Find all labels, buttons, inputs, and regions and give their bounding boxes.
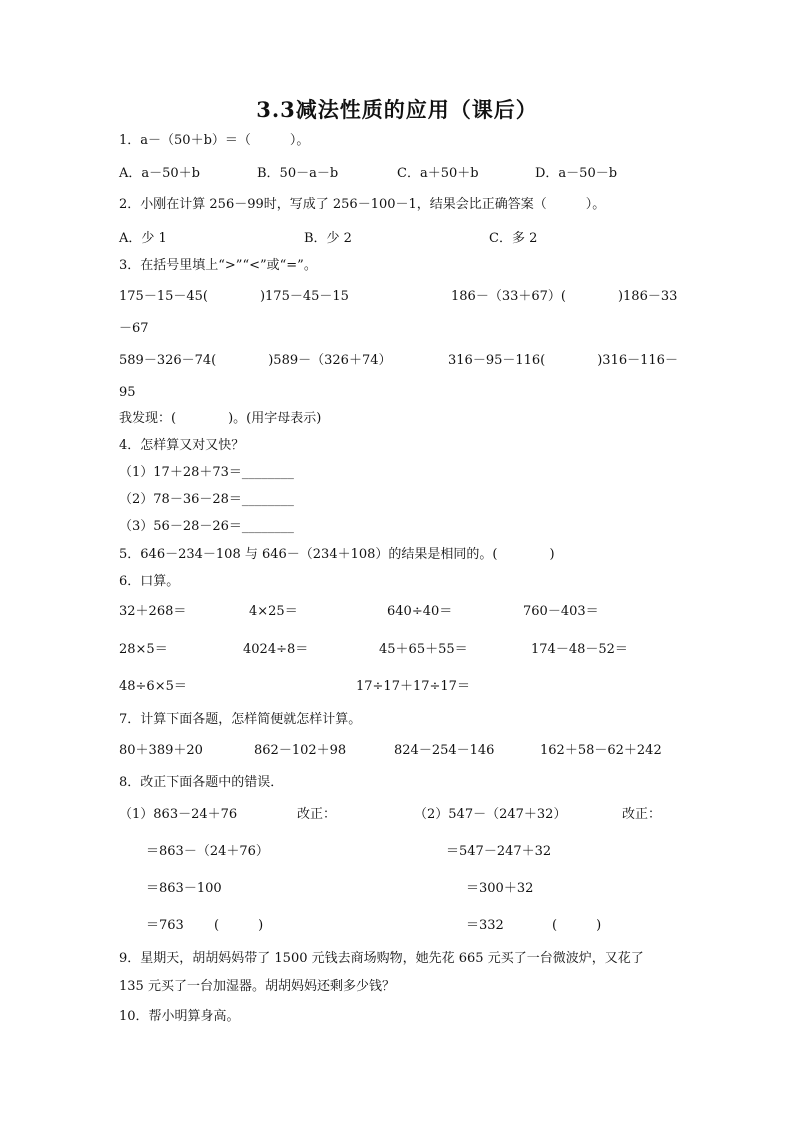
q1-option-a: A．a－50＋b	[119, 166, 201, 181]
q1-stem: 1．a－（50＋b）＝（ ）。	[119, 133, 310, 148]
q6-item: 32＋268＝	[119, 604, 187, 619]
q8-right-line: ＝332	[466, 918, 504, 933]
q8-right-answer-blank: ( )	[552, 918, 602, 933]
q6-item: 174－48－52＝	[531, 642, 628, 657]
q6-item: 760－403＝	[523, 604, 599, 619]
q1-option-b: B．50－a－b	[257, 166, 339, 181]
q8-left-answer-blank: ( )	[214, 918, 264, 933]
q5-stem: 5．646－234－108 与 646－（234＋108）的结果是相同的。( )	[119, 547, 555, 562]
q4-item: （1）17＋28＋73＝________	[119, 465, 294, 480]
q8-left-line: ＝863－（24＋76）	[146, 844, 269, 859]
q7-item: 80＋389＋20	[119, 743, 203, 758]
q6-stem: 6．口算。	[119, 574, 180, 589]
q8-right-line: ＝547－247＋32	[446, 844, 552, 859]
page-title: 3.3减法性质的应用（课后）	[256, 97, 538, 122]
q6-item: 4×25＝	[249, 604, 298, 619]
q7-item: 862－102＋98	[254, 743, 347, 758]
q2-option-c: C．多 2	[489, 231, 538, 246]
q4-stem: 4．怎样算又对又快？	[119, 438, 245, 453]
q3-stem: 3．在括号里填上“>”“<”或“=”。	[119, 258, 317, 273]
q1-option-d: D．a－50－b	[535, 166, 618, 181]
q8-fix-label: 改正：	[297, 807, 337, 822]
q7-item: 824－254－146	[394, 743, 495, 758]
q2-option-a: A．少 1	[119, 231, 167, 246]
q3-finding: 我发现：( )。(用字母表示)	[119, 411, 322, 426]
q10-stem: 10．帮小明算身高。	[119, 1009, 240, 1024]
q4-item: （2）78－36－28＝________	[119, 492, 294, 507]
q6-item: 4024÷8＝	[243, 642, 309, 657]
q8-right-line: ＝300＋32	[466, 881, 534, 896]
q9-line: 9．星期天，胡胡妈妈带了 1500 元钱去商场购物，她先花 665 元买了一台微波炉，又花了	[119, 951, 644, 966]
q3-item: 589－326－74( )589－（326＋74）	[119, 353, 392, 368]
q6-item: 28×5＝	[119, 642, 168, 657]
q6-item: 640÷40＝	[387, 604, 453, 619]
q3-item-cont: 95	[119, 385, 136, 400]
q8-right-line: （2）547－（247＋32）	[414, 807, 567, 822]
q8-left-line: ＝763	[146, 918, 184, 933]
q1-option-c: C．a＋50＋b	[397, 166, 479, 181]
q3-item: 186－（33＋67）( )186－33	[451, 289, 678, 304]
q2-option-b: B．少 2	[304, 231, 352, 246]
q3-item: 316－95－116( )316－116－	[448, 353, 678, 368]
q3-item: 175－15－45( )175－45－15	[119, 289, 349, 304]
q9-line: 135 元买了一台加湿器。胡胡妈妈还剩多少钱？	[119, 979, 395, 994]
q7-stem: 7．计算下面各题，怎样简便就怎样计算。	[119, 712, 362, 727]
q8-left-line: （1）863－24＋76	[119, 807, 238, 822]
q8-fix-label: 改正：	[622, 807, 662, 822]
q4-item: （3）56－28－26＝________	[119, 519, 294, 534]
q6-item: 17÷17＋17÷17＝	[356, 679, 470, 694]
q8-stem: 8．改正下面各题中的错误．	[119, 775, 284, 790]
q6-item: 45＋65＋55＝	[379, 642, 468, 657]
q6-item: 48÷6×5＝	[119, 679, 187, 694]
q2-stem: 2．小刚在计算 256－99时，写成了 256－100－1，结果会比正确答案（ ）。	[119, 197, 606, 212]
q7-item: 162＋58－62＋242	[540, 743, 662, 758]
q8-left-line: ＝863－100	[146, 881, 222, 896]
q3-item-cont: －67	[119, 321, 149, 336]
